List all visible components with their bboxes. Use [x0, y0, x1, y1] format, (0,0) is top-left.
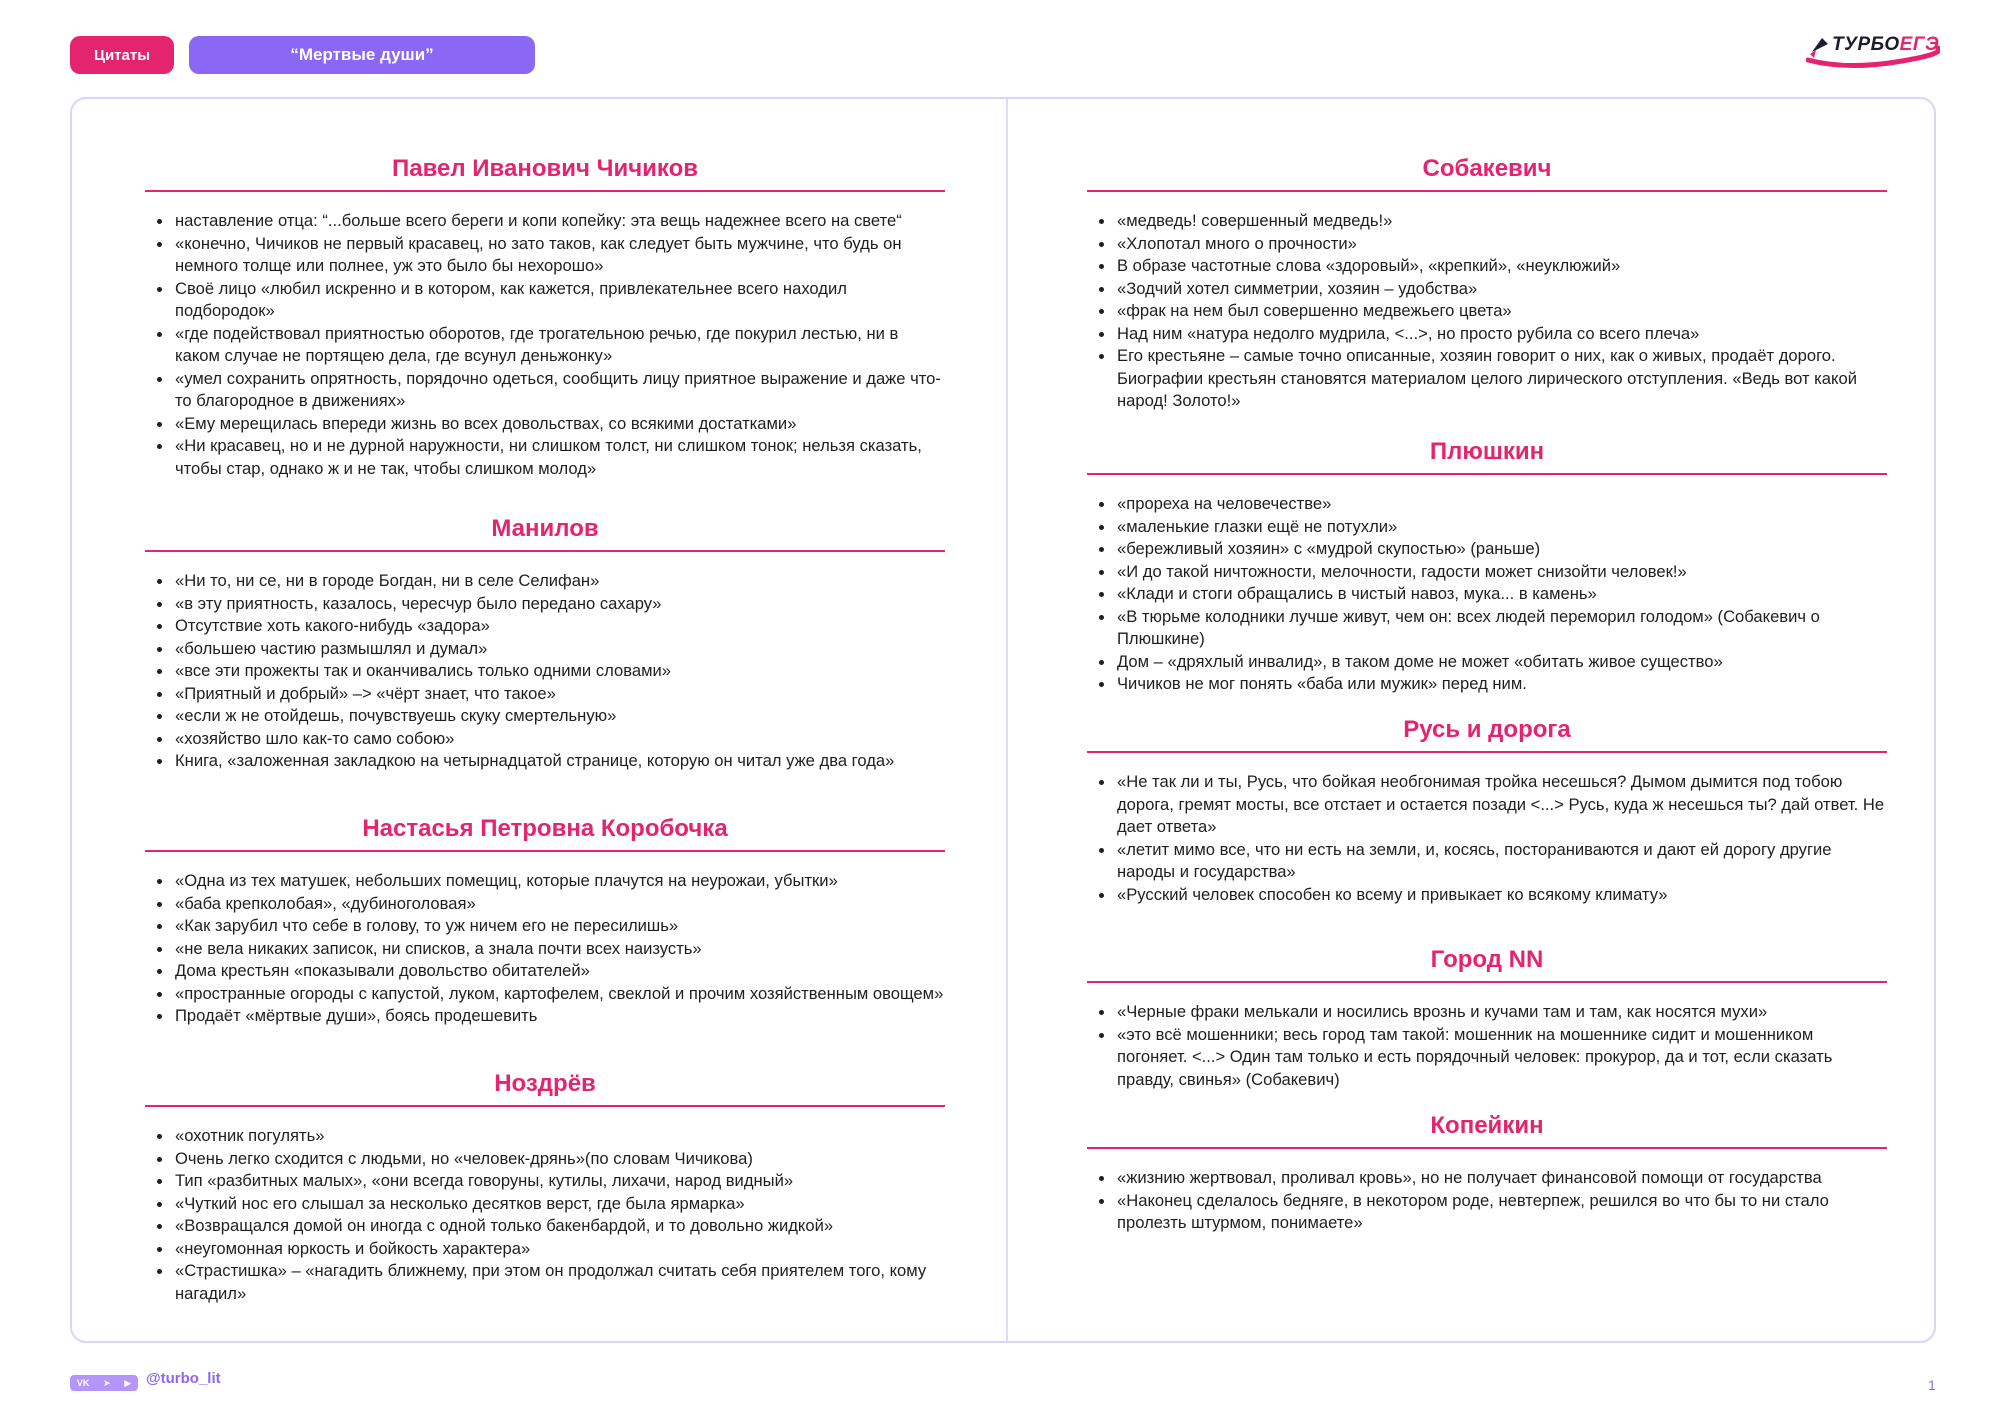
list-item: «Черные фраки мелькали и носились врознь и кучами там и там, как носятся мухи» [1117, 1001, 1887, 1024]
section-title: Собакевич [1087, 150, 1887, 192]
quote-list [145, 570, 945, 773]
list-item: «В тюрьме колодники лучше живут, чем он: всех людей переморил голодом» (Собакевич о Плюшкине) [1117, 606, 1887, 651]
social-icons[interactable] [70, 1375, 138, 1391]
section-chichikov [145, 150, 945, 510]
list-item: «где подействовал приятностью оборотов, где трогательною речью, где покурил лестью, ни в каком случае не портящею дела, где всунул деньжонку» [175, 323, 945, 368]
list-item: Дома крестьян «показывали довольство обитателей» [175, 960, 945, 983]
list-item: «баба крепколобая», «дубиноголовая» [175, 893, 945, 916]
section-title: Манилов [145, 510, 945, 552]
list-item: «жизнию жертвовал, проливал кровь», но не получает финансовой помощи от государства [1117, 1167, 1887, 1190]
list-item: «Не так ли и ты, Русь, что бойкая необгонимая тройка несешься? Дымом дымится под тобою дорога, гремят мосты, все отстает и остается позади <...> Русь, куда ж несешься ты? дай ответ. Не дает ответа» [1117, 771, 1887, 839]
list-item: Его крестьяне – самые точно описанные, хозяин говорит о них, как о живых, продаёт дорого. Биографии крестьян становятся материалом целого лирического отступления. «Ведь вот какой народ! Золото!» [1117, 345, 1887, 413]
quote-list [1087, 771, 1887, 906]
left-column [145, 150, 945, 1305]
list-item: «летит мимо все, что ни есть на земли, и, косясь, постораниваются и дают ей дорогу другие народы и государства» [1117, 839, 1887, 884]
quote-list [1087, 210, 1887, 413]
list-item: Над ним «натура недолго мудрила, <...>, но просто рубила со всего плеча» [1117, 323, 1887, 346]
list-item: Отсутствие хоть какого-нибудь «задора» [175, 615, 945, 638]
list-item: «хозяйство шло как-то само собою» [175, 728, 945, 751]
list-item: «Чуткий нос его слышал за несколько десятков верст, где была ярмарка» [175, 1193, 945, 1216]
section-title: Копейкин [1087, 1107, 1887, 1149]
section-rus-i-doroga [1087, 711, 1887, 941]
list-item: «не вела никаких записок, ни списков, а знала почти всех наизусть» [175, 938, 945, 961]
section-title: Русь и дорога [1087, 711, 1887, 753]
list-item: Чичиков не мог понять «баба или мужик» перед ним. [1117, 673, 1887, 696]
category-tag: Цитаты [70, 36, 174, 74]
social-handle[interactable]: @turbo_lit [146, 1370, 221, 1387]
list-item: «Одна из тех матушек, небольших помещиц, которые плачутся на неурожаи, убытки» [175, 870, 945, 893]
list-item: «Приятный и добрый» –> «чёрт знает, что такое» [175, 683, 945, 706]
list-item: «Зодчий хотел симметрии, хозяин – удобства» [1117, 278, 1887, 301]
list-item: Книга, «заложенная закладкою на четырнадцатой странице, которую он читал уже два года» [175, 750, 945, 773]
list-item: Продаёт «мёртвые души», боясь продешевить [175, 1005, 945, 1028]
section-title: Настасья Петровна Коробочка [145, 810, 945, 852]
document-title: “Мертвые души” [189, 36, 535, 74]
quote-list [1087, 1167, 1887, 1235]
section-title: Плюшкин [1087, 433, 1887, 475]
list-item: «охотник погулять» [175, 1125, 945, 1148]
list-item: «Русский человек способен ко всему и привыкает ко всякому климату» [1117, 884, 1887, 907]
section-nozdrev [145, 1065, 945, 1305]
list-item: «если ж не отойдешь, почувствуешь скуку смертельную» [175, 705, 945, 728]
logo-text: ТУРБОЕГЭ [1832, 34, 1940, 55]
youtube-icon[interactable]: ▶ [124, 1377, 132, 1388]
section-title: Павел Иванович Чичиков [145, 150, 945, 192]
list-item: «пространные огороды с капустой, луком, картофелем, свеклой и прочим хозяйственным овощем» [175, 983, 945, 1006]
section-plyushkin [1087, 433, 1887, 711]
section-sobakevich [1087, 150, 1887, 433]
list-item: «в эту приятность, казалось, чересчур было передано сахару» [175, 593, 945, 616]
list-item: «медведь! совершенный медведь!» [1117, 210, 1887, 233]
list-item: Тип «разбитных малых», «они всегда говоруны, кутилы, лихачи, народ видный» [175, 1170, 945, 1193]
list-item: Очень легко сходится с людьми, но «человек-дрянь»(по словам Чичикова) [175, 1148, 945, 1171]
list-item: «Клади и стоги обращались в чистый навоз, мука... в камень» [1117, 583, 1887, 606]
list-item: «большею частию размышлял и думал» [175, 638, 945, 661]
list-item: Дом – «дряхлый инвалид», в таком доме не может «обитать живое существо» [1117, 651, 1887, 674]
list-item: «конечно, Чичиков не первый красавец, но зато таков, как следует быть мужчине, что будь он немного толще или полнее, уж это было бы нехорошо» [175, 233, 945, 278]
quote-list [1087, 1001, 1887, 1091]
list-item: «Возвращался домой он иногда с одной только бакенбардой, и то довольно жидкой» [175, 1215, 945, 1238]
list-item: «бережливый хозяин» с «мудрой скупостью» (раньше) [1117, 538, 1887, 561]
list-item: «прореха на человечестве» [1117, 493, 1887, 516]
list-item: «Ни то, ни се, ни в городе Богдан, ни в селе Селифан» [175, 570, 945, 593]
section-title: Ноздрёв [145, 1065, 945, 1107]
list-item: «Как зарубил что себе в голову, то уж ничем его не пересилишь» [175, 915, 945, 938]
list-item: Своё лицо «любил искренно и в котором, как кажется, привлекательнее всего находил подбородок» [175, 278, 945, 323]
list-item: В образе частотные слова «здоровый», «крепкий», «неуклюжий» [1117, 255, 1887, 278]
list-item: «неугомонная юркость и бойкость характера» [175, 1238, 945, 1261]
quote-list [145, 870, 945, 1028]
list-item: «фрак на нем был совершенно медвежьего цвета» [1117, 300, 1887, 323]
list-item: «Страстишка» – «нагадить ближнему, при этом он продолжал считать себя приятелем того, кому нагадил» [175, 1260, 945, 1305]
list-item: «Наконец сделалось бедняге, в некотором роде, невтерпеж, решился во что бы то ни стало пролезть штурмом, понимаете» [1117, 1190, 1887, 1235]
section-gorod-nn [1087, 941, 1887, 1107]
section-korobochka [145, 810, 945, 1065]
quote-list [145, 210, 945, 480]
quote-list [1087, 493, 1887, 696]
list-item: «Ни красавец, но и не дурной наружности, ни слишком толст, ни слишком тонок; нельзя сказать, чтобы стар, однако ж и не так, чтобы слишком молод» [175, 435, 945, 480]
list-item: «Хлопотал много о прочности» [1117, 233, 1887, 256]
section-kopeikin [1087, 1107, 1887, 1235]
turbo-ege-logo [1806, 30, 1940, 72]
vk-icon[interactable]: VK [76, 1378, 90, 1388]
list-item: «Ему мерещилась впереди жизнь во всех довольствах, со всякими достатками» [175, 413, 945, 436]
list-item: «умел сохранить опрятность, порядочно одеться, сообщить лицу приятное выражение и даже что-то благородное в движениях» [175, 368, 945, 413]
section-title: Город NN [1087, 941, 1887, 983]
right-column [1087, 150, 1887, 1235]
list-item: «все эти прожекты так и оканчивались только одними словами» [175, 660, 945, 683]
page-number: 1 [1928, 1377, 1936, 1393]
list-item: «это всё мошенники; весь город там такой: мошенник на мошеннике сидит и мошенником погоняет. <...> Один там только и есть порядочный человек: прокурор, да и тот, если сказать правду, свинья» (Собакевич) [1117, 1024, 1887, 1092]
telegram-icon[interactable]: ➤ [103, 1377, 111, 1388]
list-item: «маленькие глазки ещё не потухли» [1117, 516, 1887, 539]
column-divider [1006, 99, 1008, 1341]
list-item: наставление отца: “...больше всего береги и копи копейку: эта вещь надежнее всего на свете“ [175, 210, 945, 233]
quote-list [145, 1125, 945, 1305]
section-manilov [145, 510, 945, 810]
list-item: «И до такой ничтожности, мелочности, гадости может снизойти человек!» [1117, 561, 1887, 584]
